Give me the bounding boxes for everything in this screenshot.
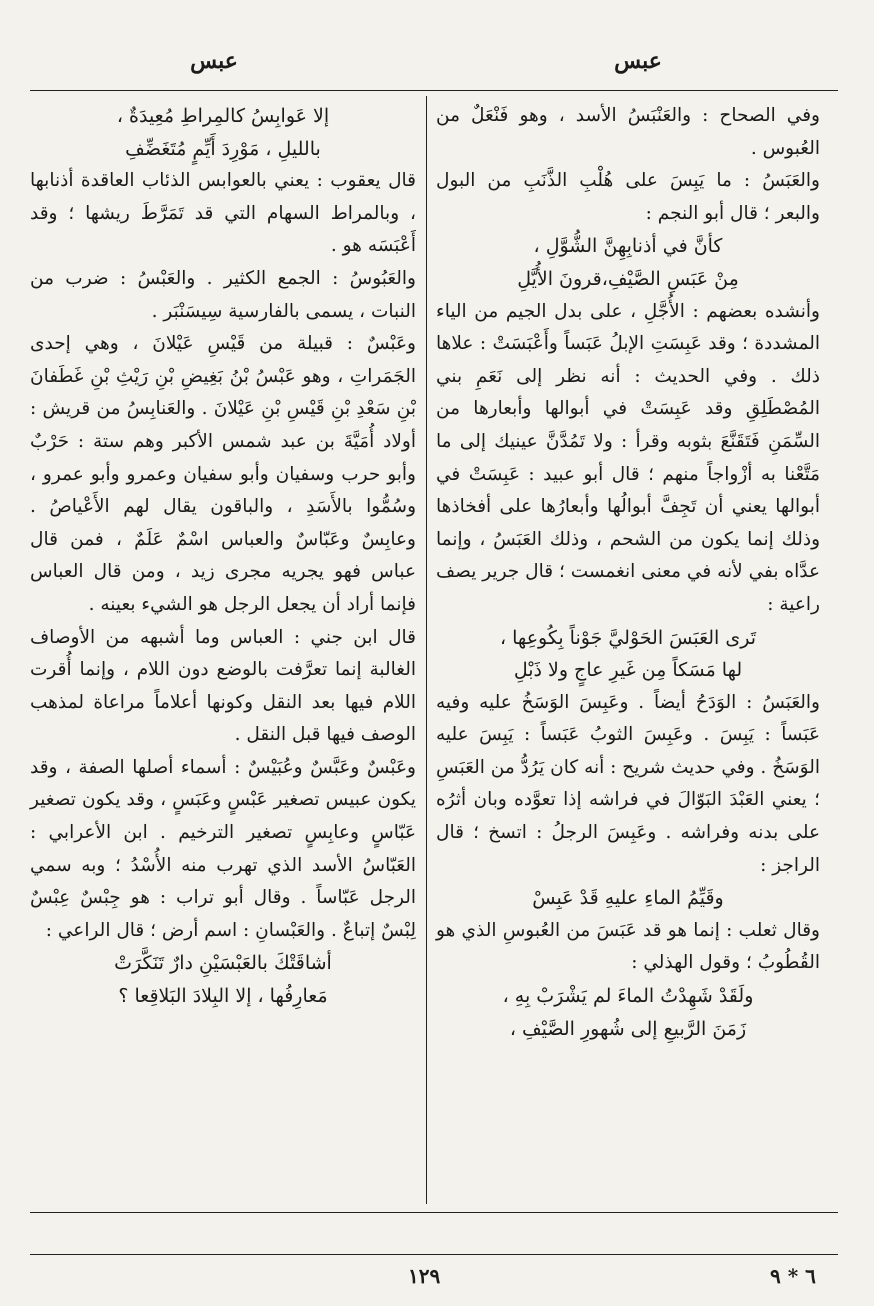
left-column bbox=[30, 100, 416, 1013]
verse-line: وقَيِّمُ الماءِ عليهِ قَدْ عَبِسْ bbox=[532, 887, 724, 910]
running-head-right: عبس bbox=[614, 48, 662, 74]
paragraph: وفي الصحاح : والعَنْبَسُ الأسد ، وهو فَنْعَلٌ من العُبوس . bbox=[436, 105, 820, 159]
verse-line: لها مَسَكاً مِن غَيرِ عاجٍ ولا ذَبْلِ bbox=[513, 659, 743, 682]
footer-rule-top bbox=[30, 1212, 838, 1213]
verse-line: زَمَنَ الرَّبيعِ إلى شُهورِ الصَّيْفِ ، bbox=[509, 1017, 747, 1040]
running-head-left: عبس bbox=[190, 48, 238, 74]
verse-line: كأنَّ في أذنابِهِنَّ الشُّوَّلِ ، bbox=[533, 235, 723, 258]
paragraph: والعَبَسُ : الوَدَحُ أيضاً . وعَبِسَ الوَسَخُ عليه وفيه عَبَساً : يَبِسَ . وعَبِسَ الثوبُ عَبَساً : يَبِسَ عليه الوَسَخُ . وفي حديث شريح : أنه كان يَرُدُّ من العَبَسِ ؛ يعني العَبْدَ البَوّالَ في فراشه إذا تعوَّده وبان أثرُه على بدنه وفراشه . وعَبِسَ الرجلُ : اتسخ ؛ قال الراجز : bbox=[436, 691, 820, 876]
paragraph: وعَبْسٌ وعَبَّسٌ وعُبَيْسٌ : أسماء أصلها الصفة ، وقد يكون عبيس تصغير عَبْسٍ وعَبَسٍ ، وقد يكون تصغير عَبّاسٍ وعابِسٍ تصغير الترخيم . ابن الأعرابي : العَبّاسُ الأسد الذي تهرب منه الأُسْدُ ؛ وبه سمي الرجل عَبّاساً . وقال أبو تراب : هو جِبْسٌ عِبْسٌ لِبْسٌ إتباعٌ . والعَبْسانِ : اسم أرض ؛ قال الراعي : bbox=[30, 756, 416, 941]
paragraph: والعَبُوسُ : الجمع الكثير . والعَبْسُ : ضرب من النبات ، يسمى بالفارسية سِيسَنْبَر . bbox=[30, 267, 416, 322]
verse-line: مِنْ عَبَسِ الصَّيْفِ،قرونَ الأُيَّلِ bbox=[517, 267, 739, 290]
verse-line: تَرى العَبَسَ الحَوْليَّ جَوْناً بِكُوعِها ، bbox=[499, 626, 757, 649]
verse-line: أشاقَتْكَ بالعَبْسَيْنِ دارٌ تَنَكَّرَتْ bbox=[114, 952, 332, 975]
verse-line: مَعارِفُها ، إلا البِلادَ البَلاقِعا ؟ bbox=[118, 985, 328, 1008]
verse-line: ولَقَدْ شَهِدْتُ الماءَ لم يَشْرَبْ بِهِ ، bbox=[502, 985, 754, 1008]
paragraph: وقال ثعلب : إنما هو قد عَبَسَ من العُبوسِ الذي هو القُطُوبُ ؛ وقول الهذلي : bbox=[436, 919, 820, 974]
verse-line: بالليلِ ، مَوْرِدَ أَيِّمٍ مُتَغَضِّفِ bbox=[125, 137, 321, 160]
right-column bbox=[436, 100, 820, 1045]
column-divider bbox=[426, 96, 427, 1204]
paragraph: قال يعقوب : يعني بالعوابس الذئاب العاقدة أذنابها ، وبالمراط السهام التي قد تَمَرَّطَ ريشها ؛ وقد أَعْبَسَه هو . bbox=[30, 170, 416, 257]
page-number: ١٢٩ bbox=[408, 1264, 441, 1288]
printer-signature: ٦ * ٩ bbox=[770, 1264, 816, 1288]
paragraph: وعَبْسٌ : قبيلة من قَيْسِ عَيْلانَ ، وهي إحدى الجَمَراتِ ، وهو عَبْسُ بْنُ بَغِيضِ بْنِ رَيْثِ بْنِ غَطَفانَ بْنِ سَعْدِ بْنِ قَيْسِ بْنِ عَيْلانَ . والعَنابِسُ من قريش : أولاد أُمَيَّةَ بن عبد شمس الأكبر وهم ستة : حَرْبٌ وأبو حرب وسفيان وأبو سفيان وعمرو وأبو عمرو ، وسُمُّوا بالأَسَدِ ، والباقون يقال لهم الأَعْياصُ . وعابِسٌ وعَبّاسٌ والعباس اسْمٌ عَلَمٌ ، فمن قال عباس فهو يجريه مجرى زيد ، ومن قال العباس فإنما أراد أن يجعل الرجل هو الشيء بعينه . bbox=[30, 333, 416, 615]
verse-line: إلا عَوابِسُ كالمِراطِ مُعِيدَةٌ ، bbox=[116, 105, 330, 127]
paragraph: والعَبَسُ : ما يَبِسَ على هُلْبِ الذَّنَبِ من البول والبعر ؛ قال أبو النجم : bbox=[436, 170, 820, 224]
paragraph: قال ابن جني : العباس وما أشبهه من الأوصاف الغالبة إنما تعرَّفت بالوضع دون اللام ، وإنما أُقرت اللام فيها بعد النقل وكونها أعلاماً مراعاة لمذهب الوصف فيها قبل النقل . bbox=[30, 626, 416, 746]
footer-rule-bottom bbox=[30, 1254, 838, 1255]
header-rule bbox=[30, 90, 838, 91]
paragraph: وأنشده بعضهم : الأُجَّلِ ، على بدل الجيم من الياء المشددة ؛ وقد عَبِسَتِ الإبلُ عَبَساً وأَعْبَسَتْ : علاها ذلك . وفي الحديث : أنه نظر إلى نَعَمِ بني المُصْطَلِقِ وقد عَبِسَتْ في أبوالها وأبعارها من السِّمَنِ فَتَقَنَّعَ بثوبه وقرأ : ولا تَمُدَّنَّ عينيك إلى ما مَتَّعْنا به أزْواجاً منهم ؛ قال أبو عبيد : عَبِسَتْ في أبوالها يعني أن تَجِفَّ أبوالُها وأبعارُها على أفخاذها وذلك إنما يكون من الشحم ، وذلك العَبَسُ ، وإنما عدَّاه بفي لأنه في معنى انغمست ؛ قال جرير يصف راعية : bbox=[436, 300, 820, 615]
